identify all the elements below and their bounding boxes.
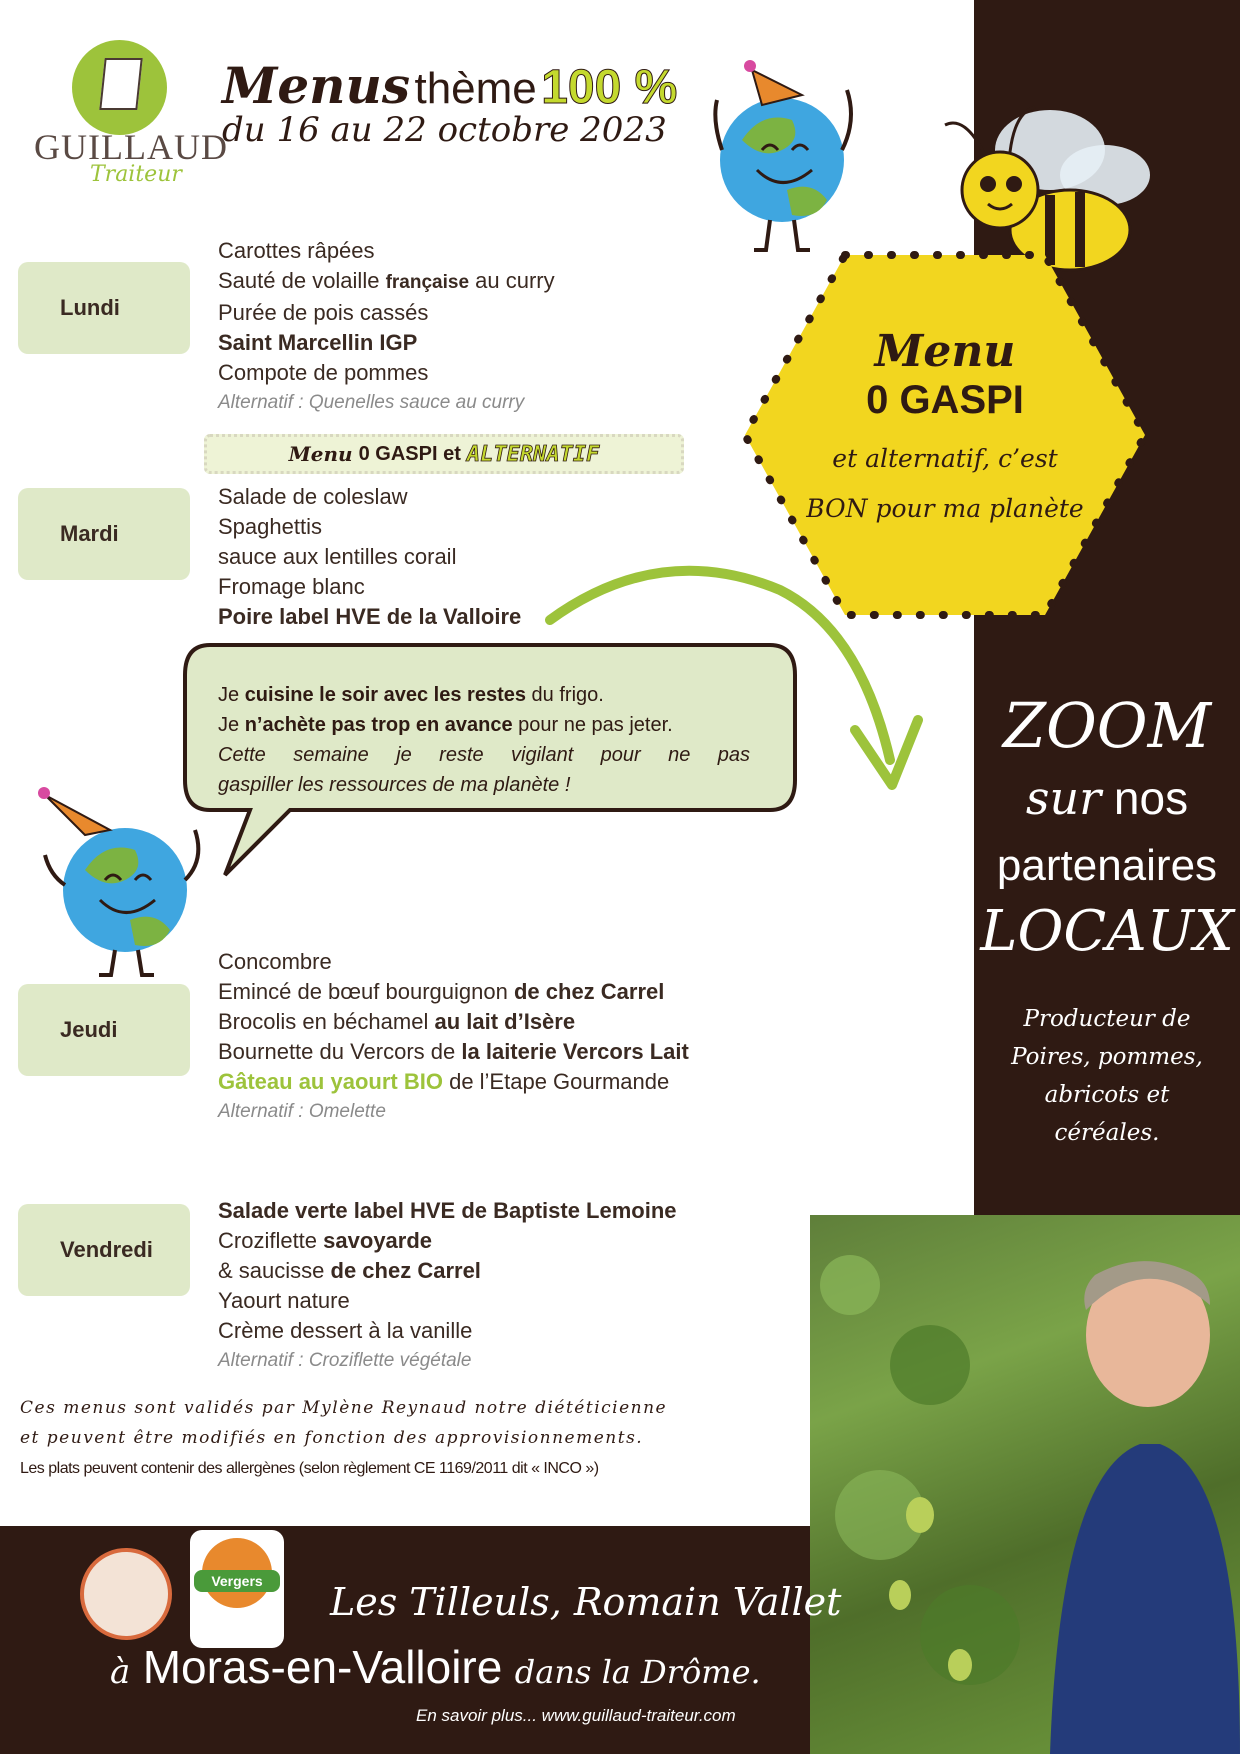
item-text: Brocolis en béchamel <box>218 1009 429 1034</box>
partner-region: dans la Drôme. <box>514 1653 761 1691</box>
zoom-word: ZOOM <box>1002 689 1212 762</box>
logo-subtitle: Traiteur <box>90 162 182 187</box>
page-title <box>222 56 677 115</box>
producer-description <box>974 1000 1240 1152</box>
earth-mascot-left-icon <box>30 785 210 985</box>
banner-menu: Menu <box>288 442 353 466</box>
gaspi-banner <box>204 434 684 474</box>
partner-a: à <box>110 1652 131 1692</box>
zoom-sur: sur <box>1025 771 1102 825</box>
menu-vendredi <box>218 1196 677 1376</box>
item-text: & saucisse <box>218 1258 325 1283</box>
footnote-dietitian: Ces menus sont validés par Mylène Reynaud notre diététicienne <box>20 1398 668 1418</box>
producer-line: céréales. <box>1054 1120 1160 1146</box>
vergers-badge <box>190 1530 284 1648</box>
hexagon-menu: Menu <box>874 326 1016 377</box>
bubble-fragment: cuisine le soir avec les restes <box>244 684 526 706</box>
menu-item: Saint Marcellin IGP <box>218 330 418 355</box>
zoom-sur-nos <box>974 762 1240 834</box>
title-menus: Menus <box>222 56 411 115</box>
vergers-label: Vergers <box>194 1570 280 1592</box>
logo-brand: GUILLAUD <box>34 127 228 167</box>
bubble-line <box>218 680 750 710</box>
bubble-line: gaspiller les ressources de ma planète ! <box>218 774 571 796</box>
bubble-fragment: n’achète pas trop en avance <box>244 714 513 736</box>
menu-jeudi <box>218 947 689 1127</box>
item-text: au curry <box>475 268 555 293</box>
item-text: Bournette du Vercors de <box>218 1039 456 1064</box>
bubble-fragment: pour ne pas jeter. <box>518 714 673 736</box>
zoom-locaux: LOCAUX <box>980 899 1234 964</box>
day-tag-jeudi: Jeudi <box>18 984 190 1076</box>
item-bold: française <box>385 272 470 293</box>
menu-item: Yaourt nature <box>218 1288 350 1313</box>
bubble-fragment: du frigo. <box>531 684 604 706</box>
label-seal-icon <box>80 1548 172 1640</box>
day-tag-lundi: Lundi <box>18 262 190 354</box>
bubble-line <box>218 710 750 740</box>
item-text: Croziflette <box>218 1228 318 1253</box>
website-link[interactable]: En savoir plus... www.guillaud-traiteur.com <box>416 1706 736 1725</box>
menu-mardi <box>218 482 521 632</box>
menu-item <box>218 1256 677 1286</box>
item-text: de l’Etape Gourmande <box>449 1069 670 1094</box>
item-bold: savoyarde <box>323 1228 433 1253</box>
day-tag-vendredi: Vendredi <box>18 1204 190 1296</box>
menu-item <box>218 1007 689 1037</box>
zoom-nos: nos <box>1113 772 1189 824</box>
item-bold: au lait d’Isère <box>434 1009 576 1034</box>
zoom-partenaires: partenaires <box>996 841 1218 890</box>
zoom-heading <box>974 690 1240 966</box>
menu-item <box>218 1067 689 1097</box>
item-text: Emincé de bœuf bourguignon <box>218 979 508 1004</box>
menu-item <box>218 1226 677 1256</box>
menu-item: Compote de pommes <box>218 360 429 385</box>
menu-item: Spaghettis <box>218 514 322 539</box>
partner-location <box>110 1640 761 1694</box>
hexagon-gaspi: 0 GASPI <box>866 378 1024 422</box>
partner-town: Moras-en-Valloire <box>142 1641 503 1693</box>
item-bold: de chez Carrel <box>330 1258 481 1283</box>
hexagon-line2: BON pour ma planète <box>806 494 1084 523</box>
title-theme: thème <box>414 64 537 113</box>
producer-photo <box>810 1215 1240 1754</box>
footnote-allergens: Les plats peuvent contenir des allergènes (selon règlement CE 1169/2011 dit « INCO ») <box>20 1460 599 1477</box>
footnote-supply: et peuvent être modifiés en fonction des approvisionnements. <box>20 1428 644 1448</box>
menu-item: Salade de coleslaw <box>218 484 408 509</box>
earth-mascot-top-icon <box>692 50 872 260</box>
menu-item: Poire label HVE de la Valloire <box>218 604 522 629</box>
banner-gaspi: 0 GASPI et <box>358 442 461 465</box>
bubble-fragment: Je <box>218 684 240 706</box>
day-tag-mardi: Mardi <box>18 488 190 580</box>
item-green: Gâteau au yaourt BIO <box>218 1069 443 1094</box>
producer-line: abricots et <box>1044 1082 1170 1108</box>
menu-alternative: Alternatif : Quenelles sauce au curry <box>218 392 525 413</box>
menu-item <box>218 1037 689 1067</box>
menu-item: Crème dessert à la vanille <box>218 1318 473 1343</box>
menu-item: Salade verte label HVE de Baptiste Lemoine <box>218 1198 677 1223</box>
producer-line: Producteur de <box>1023 1006 1191 1032</box>
hexagon-line1: et alternatif, c’est <box>832 444 1058 473</box>
item-text: Sauté de volaille <box>218 268 380 293</box>
menu-alternative: Alternatif : Omelette <box>218 1101 386 1122</box>
banner-alternatif: ALTERNATIF <box>466 441 600 467</box>
title-percent: 100 % <box>541 61 678 114</box>
menu-item <box>218 977 689 1007</box>
menu-item: Purée de pois cassés <box>218 300 429 325</box>
guillaud-logo <box>30 40 228 190</box>
menu-item: Fromage blanc <box>218 574 365 599</box>
chef-hat-icon <box>99 58 142 110</box>
item-bold: la laiterie Vercors Lait <box>461 1039 689 1064</box>
bubble-line: Cette semaine je reste vigilant pour ne pas <box>218 744 750 766</box>
menu-lundi <box>218 236 555 418</box>
orchard-photo-icon <box>810 1215 1240 1754</box>
menu-item: Concombre <box>218 949 332 974</box>
producer-line: Poires, pommes, <box>1011 1044 1203 1070</box>
title-dates: du 16 au 22 octobre 2023 <box>222 110 667 150</box>
menu-item: Carottes râpées <box>218 238 375 263</box>
menu-item <box>218 266 555 298</box>
partner-name: Les Tilleuls, Romain Vallet <box>330 1580 842 1624</box>
item-bold: de chez Carrel <box>513 979 665 1004</box>
menu-item: sauce aux lentilles corail <box>218 544 457 569</box>
bubble-text <box>218 680 750 800</box>
menu-alternative: Alternatif : Croziflette végétale <box>218 1350 472 1371</box>
bubble-fragment: Je <box>218 714 240 736</box>
